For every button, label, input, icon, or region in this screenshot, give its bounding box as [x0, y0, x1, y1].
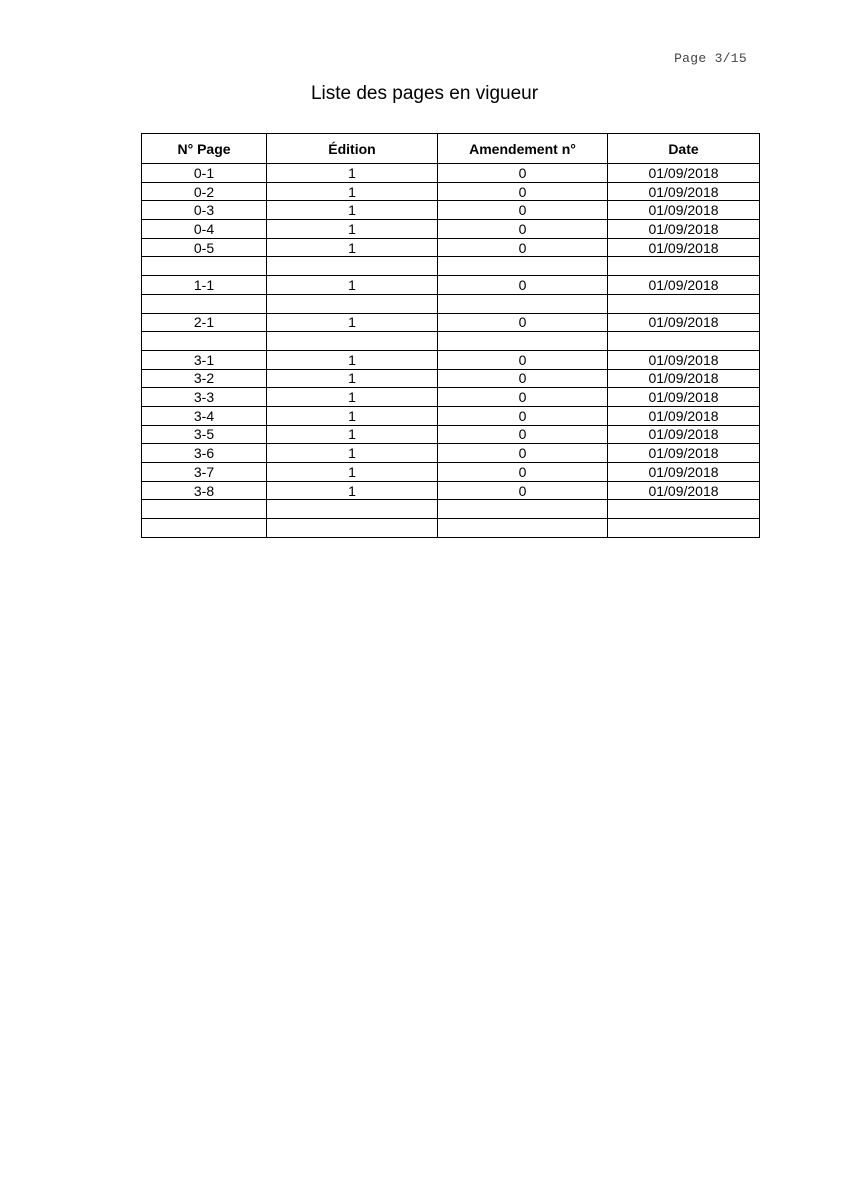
- amendment-cell: 0: [438, 164, 608, 183]
- table-row: [142, 294, 760, 313]
- date-cell: 01/09/2018: [608, 369, 760, 388]
- amendment-cell: 0: [438, 388, 608, 407]
- amendment-cell: 0: [438, 238, 608, 257]
- edition-cell: 1: [267, 369, 438, 388]
- page-number-cell: 0-4: [142, 220, 267, 239]
- table-row: [142, 332, 760, 351]
- date-cell: 01/09/2018: [608, 406, 760, 425]
- pages-list-table: [141, 133, 760, 538]
- edition-cell: 1: [267, 164, 438, 183]
- edition-cell: 1: [267, 388, 438, 407]
- date-cell: 01/09/2018: [608, 164, 760, 183]
- table-row: [142, 388, 760, 407]
- table-row: [142, 425, 760, 444]
- date-cell: 01/09/2018: [608, 220, 760, 239]
- edition-cell: 1: [267, 220, 438, 239]
- date-cell: [608, 332, 760, 351]
- table-row: [142, 164, 760, 183]
- page-number-cell: 3-4: [142, 406, 267, 425]
- edition-cell: 1: [267, 313, 438, 332]
- edition-cell: [267, 257, 438, 276]
- edition-cell: 1: [267, 406, 438, 425]
- header-date: Date: [608, 134, 760, 164]
- page-number-cell: 3-1: [142, 350, 267, 369]
- date-cell: [608, 294, 760, 313]
- edition-cell: [267, 294, 438, 313]
- edition-cell: 1: [267, 463, 438, 482]
- date-cell: 01/09/2018: [608, 388, 760, 407]
- page-number-cell: 3-5: [142, 425, 267, 444]
- amendment-cell: [438, 519, 608, 538]
- table-body: [142, 164, 760, 538]
- page-number-cell: [142, 257, 267, 276]
- page-number-cell: 0-1: [142, 164, 267, 183]
- table-row: [142, 406, 760, 425]
- edition-cell: 1: [267, 238, 438, 257]
- date-cell: 01/09/2018: [608, 313, 760, 332]
- table-row: [142, 313, 760, 332]
- table-row: [142, 182, 760, 201]
- amendment-cell: 0: [438, 276, 608, 295]
- header-edition: Édition: [267, 134, 438, 164]
- page-title: Liste des pages en vigueur: [310, 83, 539, 104]
- date-cell: 01/09/2018: [608, 444, 760, 463]
- page-number-cell: 3-3: [142, 388, 267, 407]
- edition-cell: 1: [267, 481, 438, 500]
- page-number-cell: 1-1: [142, 276, 267, 295]
- page-number-cell: 2-1: [142, 313, 267, 332]
- edition-cell: 1: [267, 276, 438, 295]
- page-number-cell: 3-6: [142, 444, 267, 463]
- table-row: [142, 350, 760, 369]
- edition-cell: 1: [267, 201, 438, 220]
- amendment-cell: [438, 500, 608, 519]
- page-number-cell: 3-7: [142, 463, 267, 482]
- header-amendment: Amendement n°: [438, 134, 608, 164]
- table-row: [142, 220, 760, 239]
- date-cell: 01/09/2018: [608, 425, 760, 444]
- date-cell: 01/09/2018: [608, 463, 760, 482]
- table-header-row: [142, 134, 760, 164]
- page-number-cell: [142, 294, 267, 313]
- amendment-cell: [438, 257, 608, 276]
- date-cell: 01/09/2018: [608, 201, 760, 220]
- table-row: [142, 257, 760, 276]
- amendment-cell: 0: [438, 350, 608, 369]
- amendment-cell: 0: [438, 313, 608, 332]
- amendment-cell: 0: [438, 182, 608, 201]
- table-row: [142, 276, 760, 295]
- header-page-number: N° Page: [142, 134, 267, 164]
- amendment-cell: 0: [438, 406, 608, 425]
- date-cell: 01/09/2018: [608, 276, 760, 295]
- page-number-cell: 0-2: [142, 182, 267, 201]
- edition-cell: [267, 500, 438, 519]
- edition-cell: 1: [267, 182, 438, 201]
- date-cell: [608, 519, 760, 538]
- page-number-cell: 3-2: [142, 369, 267, 388]
- date-cell: 01/09/2018: [608, 182, 760, 201]
- table-row: [142, 519, 760, 538]
- amendment-cell: 0: [438, 444, 608, 463]
- page-number-cell: [142, 500, 267, 519]
- date-cell: [608, 500, 760, 519]
- page-number-cell: 0-5: [142, 238, 267, 257]
- table-row: [142, 481, 760, 500]
- date-cell: 01/09/2018: [608, 238, 760, 257]
- amendment-cell: 0: [438, 481, 608, 500]
- table-row: [142, 444, 760, 463]
- date-cell: [608, 257, 760, 276]
- amendment-cell: 0: [438, 425, 608, 444]
- date-cell: 01/09/2018: [608, 350, 760, 369]
- amendment-cell: 0: [438, 369, 608, 388]
- edition-cell: 1: [267, 350, 438, 369]
- table-row: [142, 238, 760, 257]
- table-row: [142, 201, 760, 220]
- table-row: [142, 500, 760, 519]
- page-number-cell: 3-8: [142, 481, 267, 500]
- edition-cell: 1: [267, 444, 438, 463]
- amendment-cell: 0: [438, 220, 608, 239]
- amendment-cell: 0: [438, 201, 608, 220]
- amendment-cell: [438, 294, 608, 313]
- page-number-cell: 0-3: [142, 201, 267, 220]
- edition-cell: 1: [267, 425, 438, 444]
- page-number: Page 3/15: [674, 51, 747, 66]
- edition-cell: [267, 519, 438, 538]
- table-row: [142, 463, 760, 482]
- edition-cell: [267, 332, 438, 351]
- page-number-cell: [142, 519, 267, 538]
- table-row: [142, 369, 760, 388]
- date-cell: 01/09/2018: [608, 481, 760, 500]
- amendment-cell: 0: [438, 463, 608, 482]
- amendment-cell: [438, 332, 608, 351]
- page-number-cell: [142, 332, 267, 351]
